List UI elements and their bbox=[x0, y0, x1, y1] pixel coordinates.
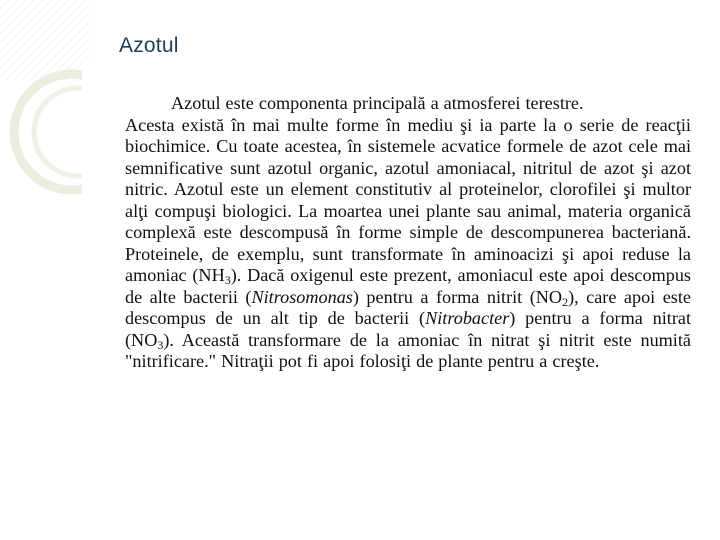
species-name-nitrobacter: Nitrobacter bbox=[425, 308, 510, 328]
ring-mask bbox=[82, 60, 110, 200]
subscript-3: 3 bbox=[224, 273, 231, 287]
body-paragraph bbox=[125, 93, 691, 373]
paragraph-segment: ) pentru a forma nitrit (NO bbox=[352, 286, 563, 307]
paragraph-segment: ) pentru a forma nitrat (NO bbox=[125, 308, 691, 350]
paragraph-segment: ). Această transformare de la amoniac în nitrat şi nitrit este numită "nitrificare." Nitraţii pot fi apoi folosiţi de plante pentru a creşte. bbox=[125, 329, 691, 371]
paragraph-segment: ). Dacă oxigenul este prezent, amoniacul este apoi descompus de alte bacterii ( bbox=[125, 265, 691, 307]
decorative-circles bbox=[0, 0, 110, 200]
slide-title: Azotul bbox=[119, 34, 179, 57]
paragraph-segment: ), care apoi este descompus de un alt tip de bacterii ( bbox=[125, 286, 691, 328]
subscript-3: 3 bbox=[157, 337, 164, 352]
paragraph-first-line: Azotul este componenta principală a atmosferei terestre. bbox=[171, 93, 584, 113]
species-name-nitrosomonas: Nitrosomonas bbox=[251, 286, 353, 307]
subscript-2: 2 bbox=[562, 294, 569, 309]
paragraph-segment: Acesta există în mai multe forme în mediu şi ia parte la o serie de reacţii biochimice. Cu toate acestea, în sistemele acvatice formele de azot cele mai semnificative sunt azotul organic, azotul amoniacal, nitritul de azot şi azot nitric. Azotul este un element constitutiv al proteinelor, clorofilei şi multor alţi compuşi biologici. La moartea unei plante sau animal, materia organică complexă este descompusă în forme simple de descompunerea bacteriană. Proteinele, de exemplu, sunt transformate în aminoacizi şi apoi reduse la amoniac (NH bbox=[125, 114, 691, 285]
